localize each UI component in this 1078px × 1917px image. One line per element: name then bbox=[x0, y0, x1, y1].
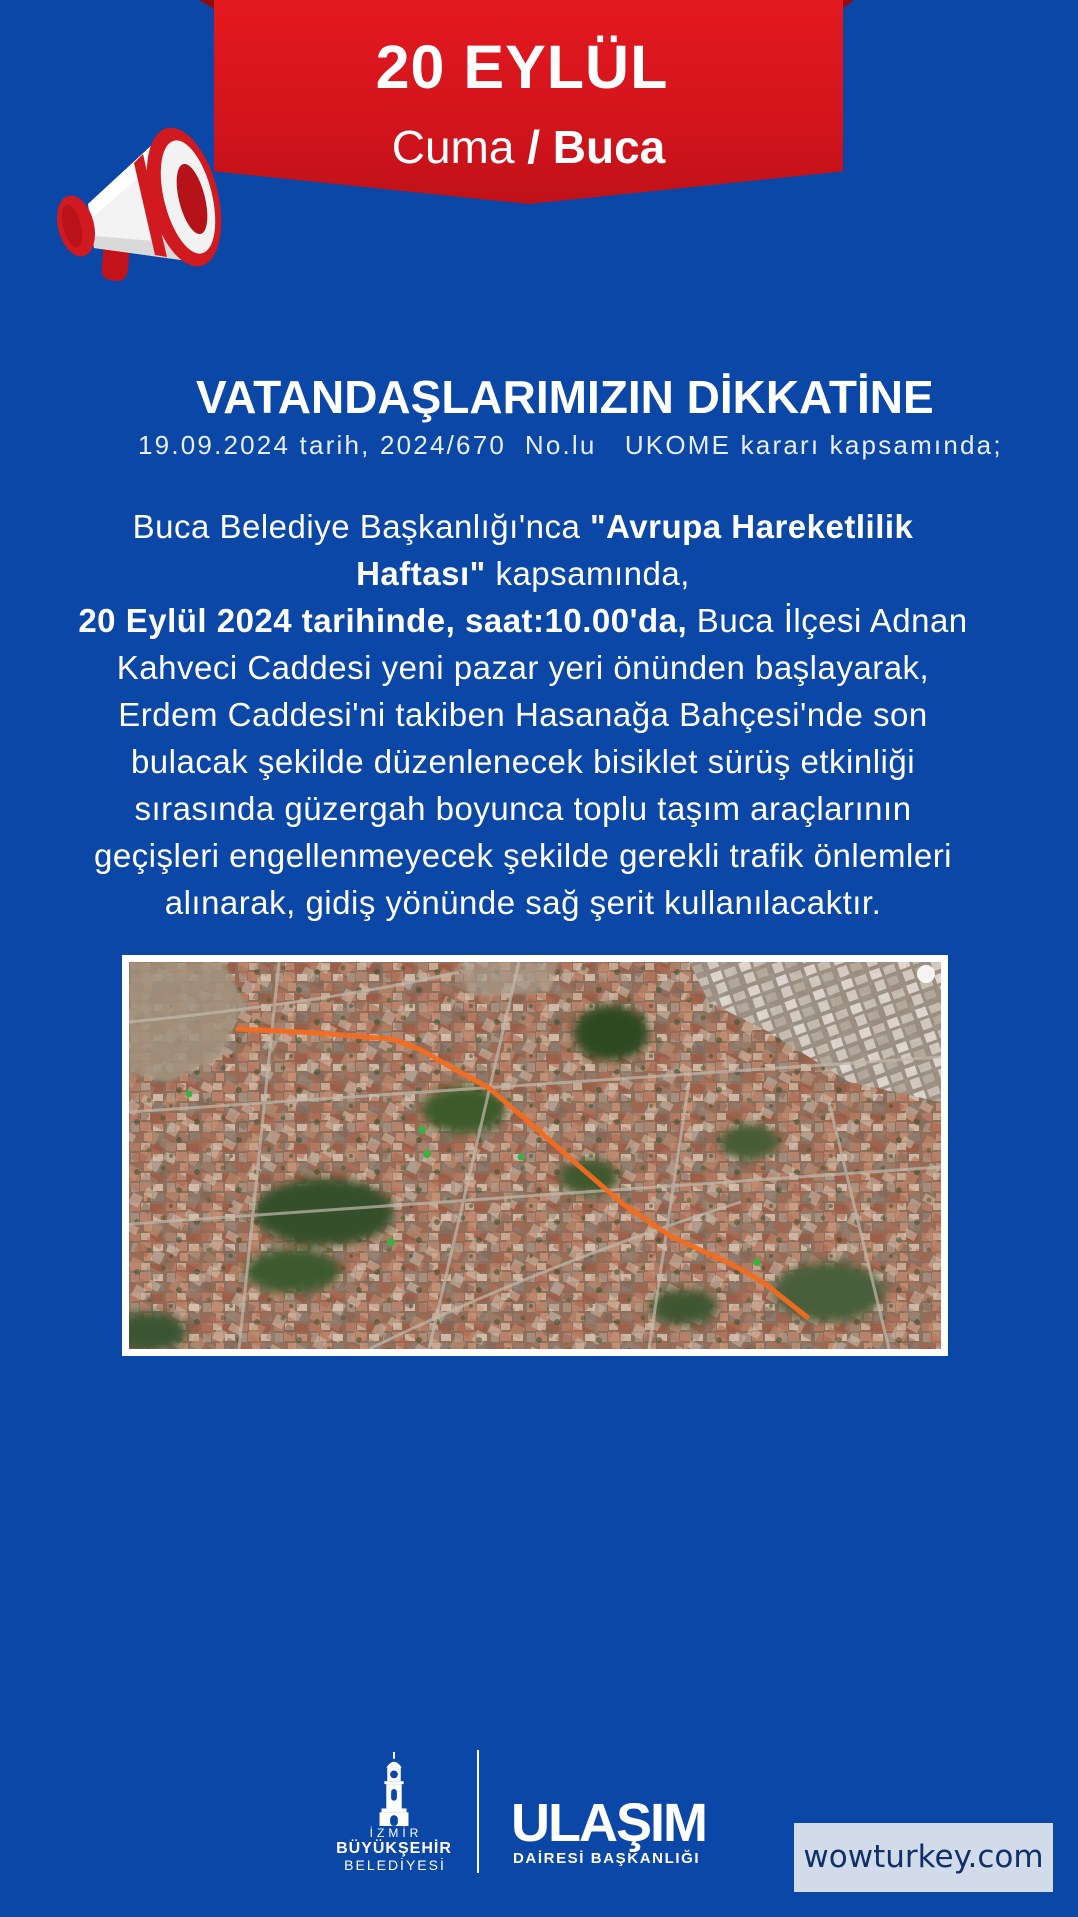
department-logo-name: ULAŞIM bbox=[511, 1793, 706, 1853]
text-line: alınarak, gidiş yönünde sağ şerit kullanılacaktır. bbox=[164, 884, 882, 921]
announcement-text bbox=[41, 503, 1005, 926]
day-and-district bbox=[214, 121, 843, 173]
text-segment: Buca Belediye Başkanlığı'nca bbox=[132, 508, 590, 545]
text-line: Kahveci Caddesi yeni pazar yeri önünden başlayarak, bbox=[116, 649, 930, 686]
notice-title: VATANDAŞLARIMIZIN DİKKATİNE bbox=[196, 371, 934, 423]
event-district: / Buca bbox=[527, 121, 666, 173]
event-date: 20 EYLÜL bbox=[375, 33, 669, 101]
text-line: bulacak şekilde düzenlenecek bisiklet sürüş etkinliği bbox=[130, 743, 916, 780]
text-line bbox=[41, 503, 1005, 550]
event-time-bold: 20 Eylül 2024 tarihinde, saat:10.00'da, bbox=[78, 602, 688, 639]
megaphone-icon bbox=[52, 120, 227, 285]
event-name-bold: "Avrupa Hareketlilik bbox=[590, 508, 914, 545]
event-day: Cuma bbox=[391, 121, 515, 173]
watermark: wowturkey.com bbox=[794, 1823, 1053, 1892]
text-segment: kapsamında, bbox=[485, 555, 690, 592]
satellite-map-image bbox=[129, 962, 941, 1349]
compass-icon bbox=[917, 965, 935, 983]
municipality-name-line2: BÜYÜKŞEHİR bbox=[336, 1840, 452, 1857]
logo-divider bbox=[477, 1750, 479, 1873]
route-map bbox=[122, 955, 948, 1356]
text-line: Erdem Caddesi'ni takiben Hasanağa Bahçesi'nde son bbox=[118, 696, 928, 733]
text-line: geçişleri engellenmeyecek şekilde gerekli trafik önlemleri bbox=[93, 837, 953, 874]
text-segment: Buca İlçesi Adnan bbox=[687, 602, 968, 639]
text-line bbox=[41, 550, 1005, 597]
clock-tower-icon bbox=[367, 1752, 421, 1826]
date-banner bbox=[214, 0, 843, 204]
text-line bbox=[41, 597, 1005, 644]
text-line: sırasında güzergah boyunca toplu taşım araçlarının bbox=[134, 790, 912, 827]
department-logo-subtitle: DAİRESİ BAŞKANLIĞI bbox=[513, 1850, 701, 1867]
municipality-name-line1: İZMİR bbox=[369, 1826, 423, 1840]
event-name-bold: Haftası" bbox=[356, 555, 486, 592]
ukome-reference: 19.09.2024 tarih, 2024/670 No.lu UKOME kararı kapsamında; bbox=[138, 430, 1003, 460]
municipality-name-line3: BELEDİYESİ bbox=[344, 1857, 446, 1873]
